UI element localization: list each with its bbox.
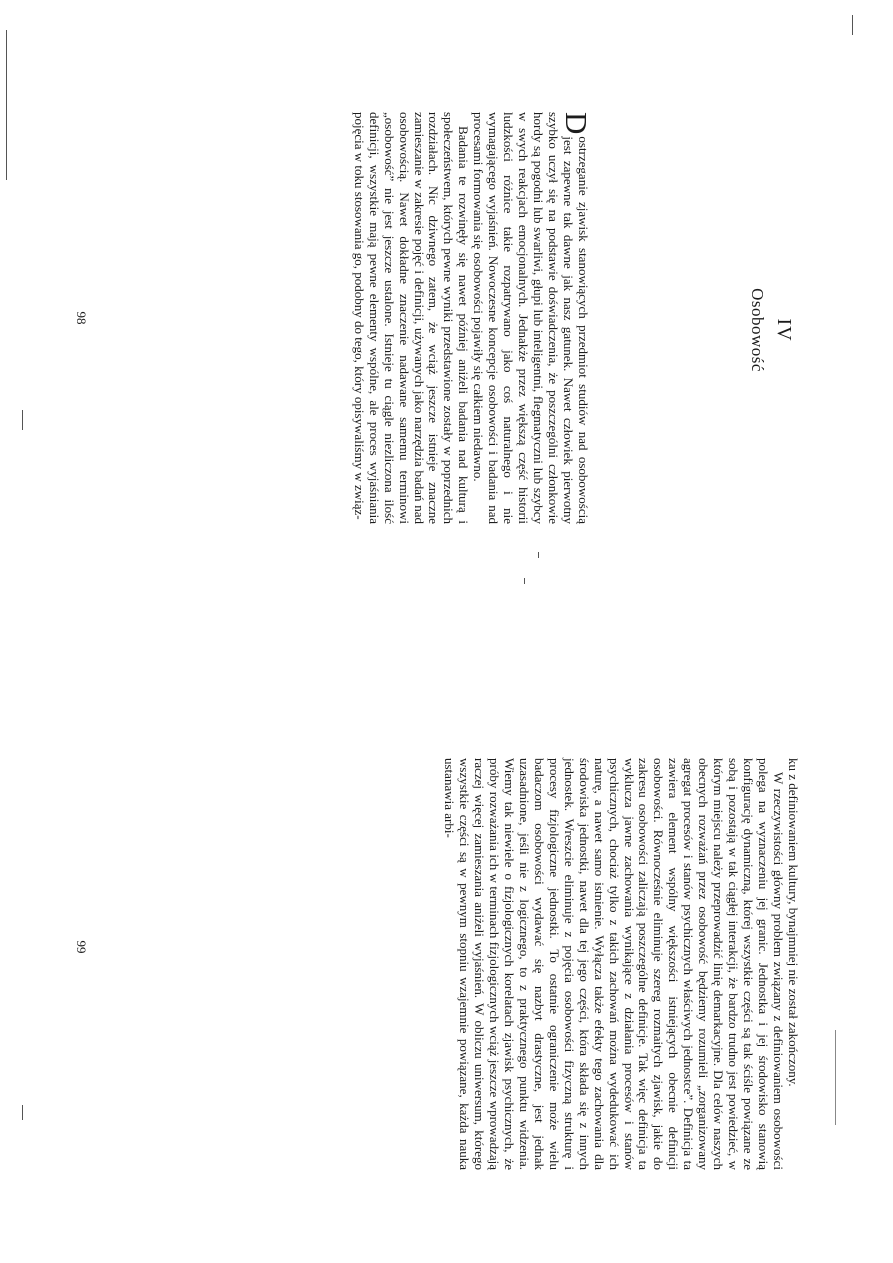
page-number: 98 — [74, 311, 89, 325]
chapter-number: IV — [773, 318, 795, 342]
left-page — [0, 0, 893, 631]
text-column — [351, 112, 594, 524]
paragraph-2: W rzeczywistości główny problem związany z definiowaniem osobowości polega na wyznaczeniu jej granic. Jednostka i jej środowisko stanowią konfigurację dynamiczną, której wszystkie części są tak ściśle powiązane ze sobą i pozostają w tak ciągłej interakcji, że bardzo trudno jest powiedzieć, w którym miejscu należy przeprowadzić linię demarkacyjne. Dla celów naszych obecnych rozważań przez osobowość będziemy rozumieli „zorganizowany agregat procesów i stanów psychicznych właściwych jednostce”. Definicja ta zawiera element wspólny większości istniejących obecnie definicji osobowości. Równocześnie eliminuje szereg rozmaitych zjawisk, jakie do zakresu osobowości zaliczają poszczególne definicje. Tak więc definicja ta wyklucza jawne zachowania wynikające z działania procesów i stanów psychicznych, chociaż tylko z takich zachowań można wydedukować ich naturę, a nawet samo istnienie. Wyłącza także efekty tego zachowania dla środowiska jednostki, nawet dla tej jego części, która składa się z innych jednostek. Wreszcie eliminuje z pojęcia osobowości fizyczną strukturę i procesy fizjologiczne jednostki. To ostatnie ograniczenie może wielu badaczom osobowości wydawać się nazbyt drastyczne, jest jednak uzasadnione, jeśli nie z logicznego, to z praktycznego punktu widzenia. Wiemy tak niewiele o fizjologicznych korelatach zjawisk psychicznych, że próby rozważania ich w terminach fizjologicznych wciąż jeszcze wprowadzają raczej więcej zamieszania aniżeli wyjaśnień. W obliczu uniwersum, którego wszystkie części są w pewnym stopniu wzajemnie powiązane, każda nauka ustanawia arbi- — [442, 758, 787, 1170]
paragraph-1: ku z definiowaniem kultury, bynajmniej nie został zakończony. — [786, 758, 801, 1087]
paragraph-1: Dostrzeganie zjawisk stanowiących przedmiot studiów nad osobowością jest zapewne tak dawne jak nasz gatunek. Nawet człowiek pierwotny szybko uczył się na podstawie doświadczenia, że poszczególni członkowie hordy są pogodni lub swarliwi, głupi lub inteligentni, flegmatyczni lub szybcy w swych reakcjach emocjonalnych. Jednakże przez większą część historii ludzkości różnice takie rozpatrywano jako coś naturalnego i nie wymagającego wyjaśnień. Nowoczesne koncepcje osobowości i badania nad procesami formowania się osobowości pojawiły się całkiem niedawno. — [471, 112, 594, 524]
text-column — [441, 758, 800, 1170]
paragraph-2: Badania te rozwinęły się nawet później aniżeli badania nad kulturą i społeczeństwem, których pewne wyniki przedstawione zostały w poprzednich rozdziałach. Nic dziwnego zatem, że wciąż jeszcze istnieje znaczne zamieszanie w zakresie pojęć i definicji, używanych jako narzędzia badań nad osobowością. Nawet dokładne znaczenie nadawane samemu terminowi „osobowość” nie jest jeszcze ustalone. Istnieje tu ciągle niezliczona ilość definicji, wszystkie mają pewne elementy wspólne, ale proces wyjaśniania pojęcia w toku stosowania go, podobny do tego, który opisywaliśmy w związ- — [351, 112, 472, 524]
right-page — [0, 632, 893, 1263]
chapter-title: Osobowość — [748, 288, 767, 372]
page-number: 99 — [74, 940, 89, 954]
